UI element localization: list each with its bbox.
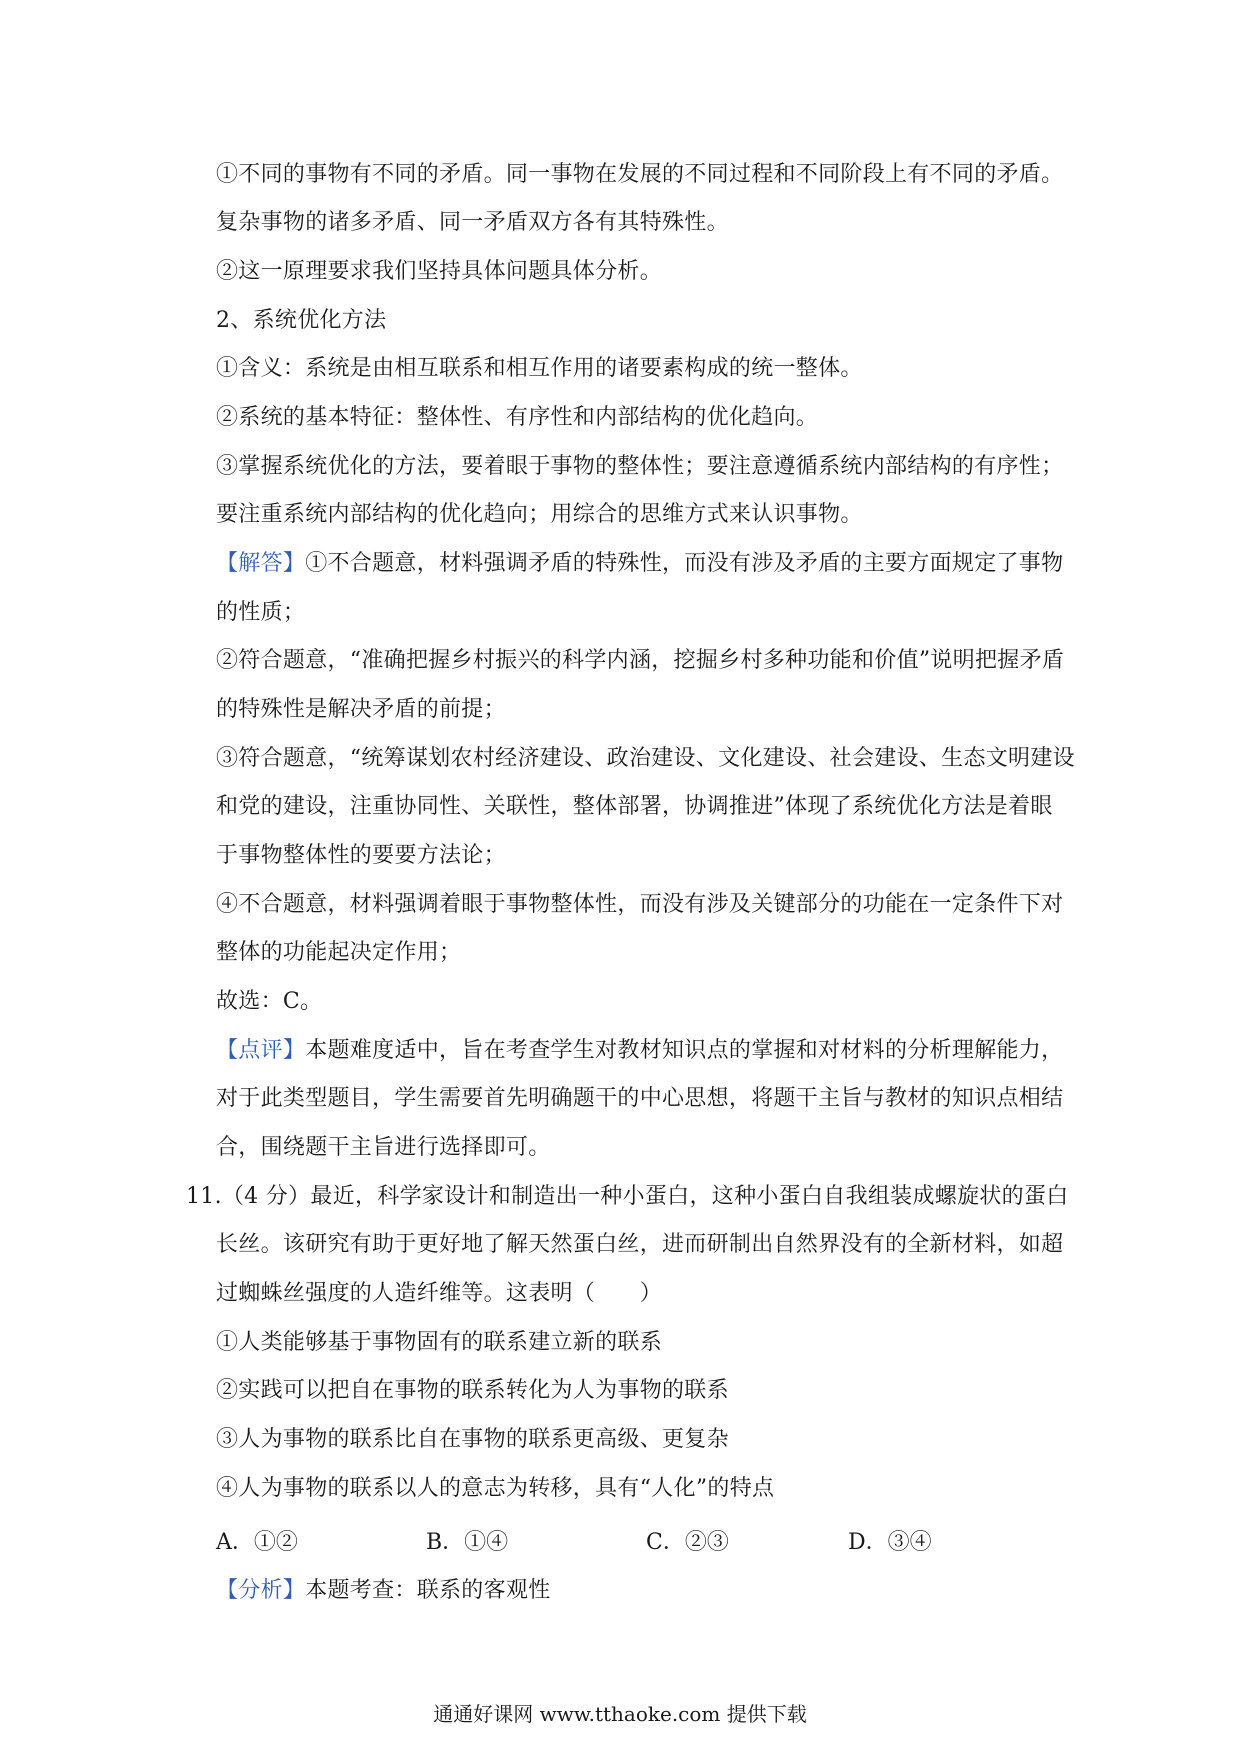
statement-item: ③人为事物的联系比自在事物的联系更高级、更复杂 <box>216 1427 729 1452</box>
choice-b: B．①④ <box>426 1530 509 1555</box>
text-line: ②符合题意，“准确把握乡村振兴的科学内涵，挖掘乡村多种功能和价值”说明把握矛盾 <box>216 648 1065 673</box>
choice-d: D．③④ <box>848 1530 932 1555</box>
answer-tag: 【解答】 <box>216 551 306 576</box>
text-line: 长丝。该研究有助于更好地了解天然蛋白丝，进而研制出自然界没有的全新材料，如超 <box>216 1232 1064 1257</box>
answer-line <box>216 549 1063 579</box>
selected-answer: 故选：C。 <box>216 989 323 1014</box>
analysis-line <box>216 1576 551 1606</box>
text-line: 复杂事物的诸多矛盾、同一矛盾双方各有其特殊性。 <box>216 210 729 235</box>
choice-a: A．①② <box>216 1530 298 1555</box>
page-footer: 通通好课网 www.tthaoke.com 提供下载 <box>433 1702 807 1726</box>
text-line: 过蜘蛛丝强度的人造纤维等。这表明（ ） <box>216 1281 663 1306</box>
text-line: 合，围绕题干主旨进行选择即可。 <box>216 1135 551 1160</box>
comment-text: 本题难度适中，旨在考查学生对教材知识点的掌握和对材料的分析理解能力， <box>305 1038 1064 1063</box>
text-line: 的性质； <box>216 600 306 625</box>
statement-item: ②实践可以把自在事物的联系转化为人为事物的联系 <box>216 1378 729 1403</box>
text-line: ③符合题意，“统筹谋划农村经济建设、政治建设、文化建设、社会建设、生态文明建设 <box>216 746 1075 771</box>
choice-c: C．②③ <box>646 1530 729 1555</box>
section-heading: 2、系统优化方法 <box>216 308 387 333</box>
text-line: 于事物整体性的要要方法论； <box>216 843 506 868</box>
analysis-tag: 【分析】 <box>216 1578 306 1603</box>
text-line: 对于此类型题目，学生需要首先明确题干的中心思想，将题干主旨与教材的知识点相结 <box>216 1086 1064 1111</box>
text-line: ④不合题意，材料强调着眼于事物整体性，而没有涉及关键部分的功能在一定条件下对 <box>216 892 1064 917</box>
text-line: 整体的功能起决定作用； <box>216 940 462 965</box>
text-line: ②系统的基本特征：整体性、有序性和内部结构的优化趋向。 <box>216 405 819 430</box>
text-line: 要注重系统内部结构的优化趋向；用综合的思维方式来认识事物。 <box>216 502 863 527</box>
answer-text: ①不合题意，材料强调矛盾的特殊性，而没有涉及矛盾的主要方面规定了事物 <box>305 551 1064 576</box>
text-line: ①不同的事物有不同的矛盾。同一事物在发展的不同过程和不同阶段上有不同的矛盾。 <box>216 162 1064 187</box>
comment-tag: 【点评】 <box>216 1038 306 1063</box>
analysis-text: 本题考查：联系的客观性 <box>305 1578 551 1603</box>
text-line: 的特殊性是解决矛盾的前提； <box>216 697 506 722</box>
question-stem: 11.（4 分）最近，科学家设计和制造出一种小蛋白，这种小蛋白自我组装成螺旋状的蛋白 <box>186 1184 1069 1209</box>
comment-line <box>216 1036 1063 1066</box>
text-line: 和党的建设，注重协同性、关联性，整体部署，协调推进”体现了系统优化方法是着眼 <box>216 794 1053 819</box>
text-line: ①含义：系统是由相互联系和相互作用的诸要素构成的统一整体。 <box>216 356 863 381</box>
statement-item: ④人为事物的联系以人的意志为转移，具有“人化”的特点 <box>216 1476 775 1501</box>
text-line: ②这一原理要求我们坚持具体问题具体分析。 <box>216 259 663 284</box>
statement-item: ①人类能够基于事物固有的联系建立新的联系 <box>216 1330 663 1355</box>
text-line: ③掌握系统优化的方法，要着眼于事物的整体性；要注意遵循系统内部结构的有序性； <box>216 454 1064 479</box>
